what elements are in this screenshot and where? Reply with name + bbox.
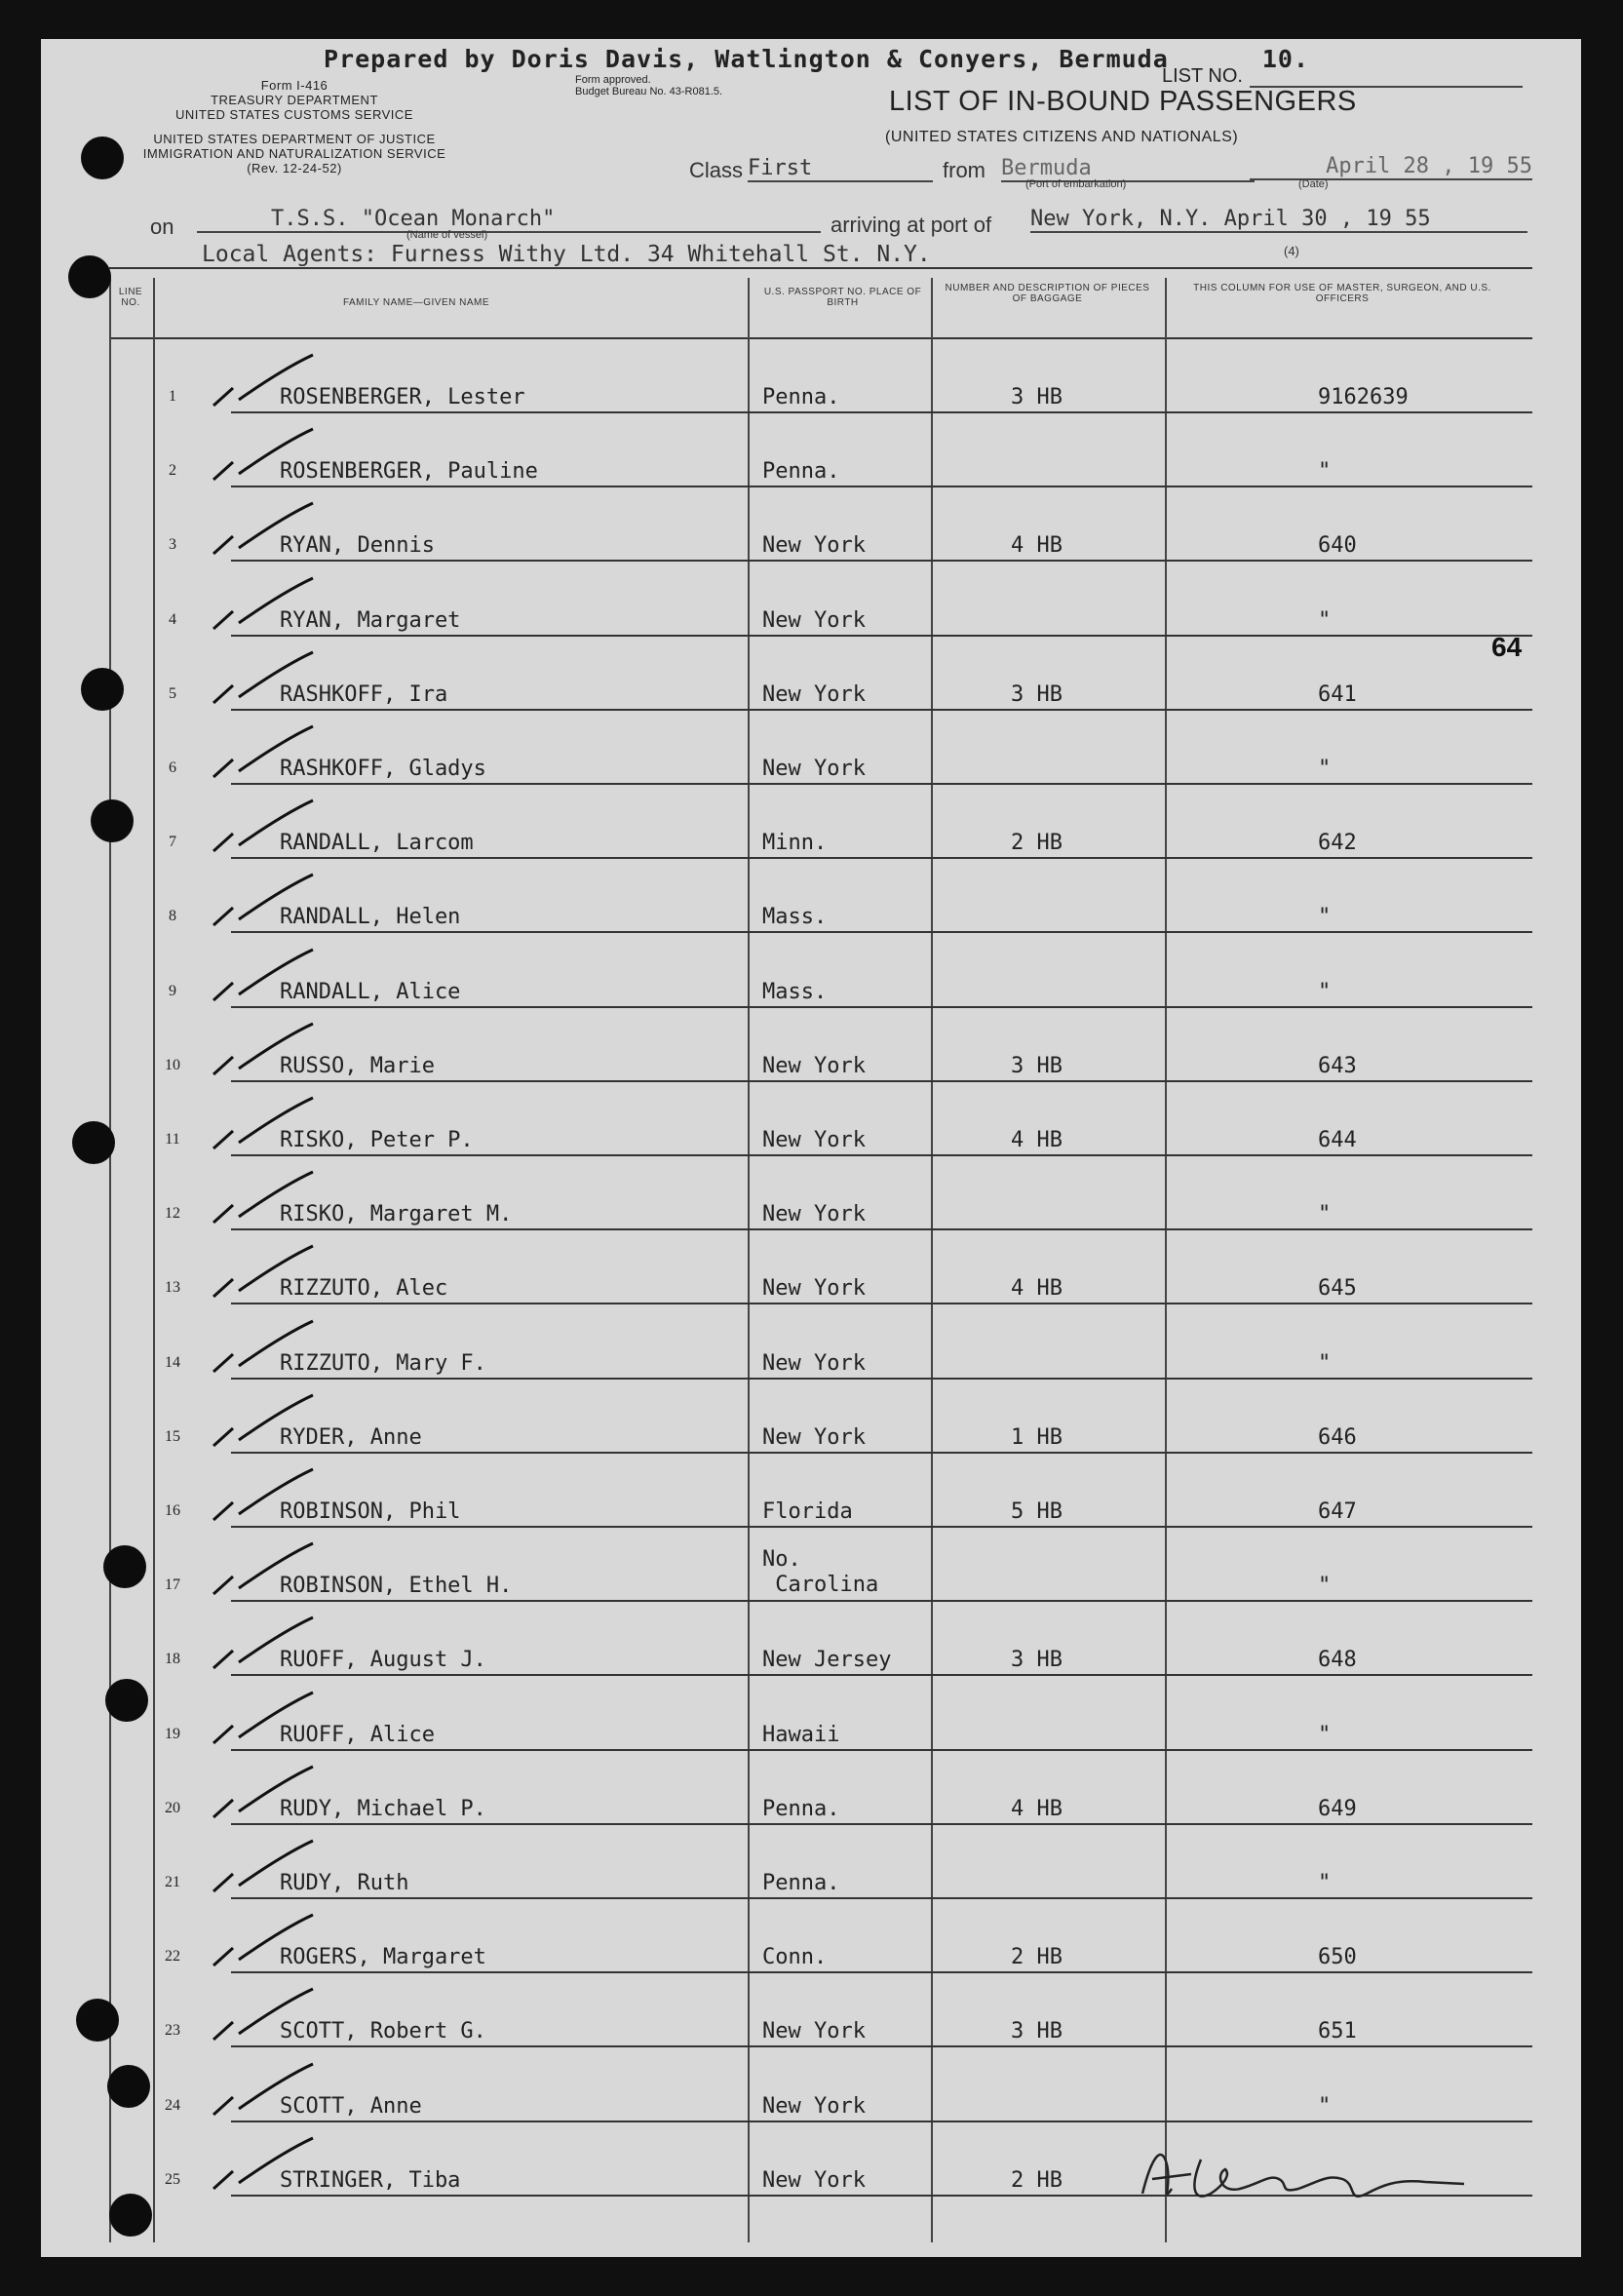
line-number: 23 xyxy=(165,2022,180,2040)
header-rule xyxy=(109,267,1532,269)
line-number: 25 xyxy=(165,2170,180,2188)
birth-place: New York xyxy=(762,2093,866,2119)
col-name: FAMILY NAME—GIVEN NAME xyxy=(342,297,490,308)
table-row xyxy=(153,637,1532,711)
baggage-count: 3 HB xyxy=(1011,2019,1063,2044)
check-mark xyxy=(210,349,319,411)
baggage-count: 2 HB xyxy=(1011,831,1063,856)
line-number: 4 xyxy=(169,610,176,628)
official-number: " xyxy=(1318,905,1332,930)
check-mark xyxy=(210,1018,319,1080)
line-number: 11 xyxy=(165,1131,180,1148)
line-number: 19 xyxy=(165,1725,180,1742)
prepared-by-line: Prepared by Doris Davis, Watlington & Conyers, Bermuda 10. xyxy=(324,45,1309,73)
official-number: 646 xyxy=(1318,1424,1357,1450)
passenger-name: ROSENBERGER, Pauline xyxy=(280,459,538,485)
line-number: 22 xyxy=(165,1948,180,1965)
table-row xyxy=(153,1973,1532,2047)
official-number: " xyxy=(1318,979,1332,1004)
immigration-service: IMMIGRATION AND NATURALIZATION SERVICE xyxy=(142,146,446,161)
date-note: (Date) xyxy=(1298,178,1329,190)
official-number: 648 xyxy=(1318,1648,1357,1673)
form-subtitle: (UNITED STATES CITIZENS AND NATIONALS) xyxy=(885,129,1239,145)
check-mark xyxy=(210,1537,319,1600)
form-agency-block xyxy=(80,78,509,175)
table-row xyxy=(153,1825,1532,1899)
passenger-name: SCOTT, Anne xyxy=(280,2093,422,2119)
passenger-name: ROGERS, Margaret xyxy=(280,1945,486,1970)
binder-hole xyxy=(76,1999,119,2042)
passenger-name: ROBINSON, Ethel H. xyxy=(280,1574,513,1599)
passenger-name: SCOTT, Robert G. xyxy=(280,2019,486,2044)
official-number: " xyxy=(1318,459,1332,485)
birth-place: New York xyxy=(762,1276,866,1302)
passenger-name: RANDALL, Alice xyxy=(280,979,461,1004)
birth-place: Penna. xyxy=(762,1796,840,1821)
col-officials: THIS COLUMN FOR USE OF MASTER, SURGEON, AND U.S. OFFICERS xyxy=(1193,283,1491,304)
check-mark xyxy=(210,2132,319,2195)
line-number: 14 xyxy=(165,1353,180,1371)
official-number: 649 xyxy=(1318,1796,1357,1821)
col-line-no: LINE NO. xyxy=(118,287,143,308)
baggage-count: 2 HB xyxy=(1011,2167,1063,2193)
baggage-count: 3 HB xyxy=(1011,1648,1063,1673)
birth-place: New York xyxy=(762,533,866,559)
birth-place: Penna. xyxy=(762,459,840,485)
passenger-name: RISKO, Margaret M. xyxy=(280,1202,513,1227)
vessel-name: T.S.S. "Ocean Monarch" xyxy=(197,207,821,233)
table-row xyxy=(153,785,1532,859)
check-mark xyxy=(210,1166,319,1228)
local-agents: Local Agents: Furness Withy Ltd. 34 Whitehall St. N.Y. xyxy=(202,242,931,267)
table-row xyxy=(153,1454,1532,1528)
line-number: 8 xyxy=(169,908,176,925)
birth-place: New York xyxy=(762,2167,866,2193)
check-mark xyxy=(210,869,319,931)
line-number: 15 xyxy=(165,1427,180,1445)
table-row xyxy=(153,1230,1532,1304)
birth-place: New York xyxy=(762,681,866,707)
binder-hole xyxy=(103,1545,146,1588)
treasury-dept: TREASURY DEPARTMENT xyxy=(211,93,378,107)
official-number: 640 xyxy=(1318,533,1357,559)
table-row xyxy=(153,711,1532,785)
official-number: " xyxy=(1318,607,1332,633)
passenger-name: RANDALL, Helen xyxy=(280,905,461,930)
officer-signature xyxy=(1133,2135,1474,2213)
passenger-name: RASHKOFF, Gladys xyxy=(280,757,486,781)
arrival-port-date: New York, N.Y. April 30 , 19 55 xyxy=(1030,207,1527,233)
passenger-name: RUOFF, Alice xyxy=(280,1722,435,1747)
binder-hole xyxy=(81,668,124,711)
check-mark xyxy=(210,1612,319,1674)
from-value: Bermuda xyxy=(1001,156,1255,182)
justice-dept: UNITED STATES DEPARTMENT OF JUSTICE xyxy=(153,132,436,146)
check-mark xyxy=(210,720,319,783)
official-number: " xyxy=(1318,2093,1332,2119)
baggage-count: 4 HB xyxy=(1011,533,1063,559)
official-number: 643 xyxy=(1318,1053,1357,1078)
birth-place: Mass. xyxy=(762,905,828,930)
customs-service: UNITED STATES CUSTOMS SERVICE xyxy=(175,107,413,122)
form-title: LIST OF IN-BOUND PASSENGERS xyxy=(889,86,1357,117)
passenger-name: STRINGER, Tiba xyxy=(280,2167,461,2193)
baggage-count: 4 HB xyxy=(1011,1128,1063,1152)
line-number: 13 xyxy=(165,1279,180,1297)
check-mark xyxy=(210,1835,319,1897)
official-number: 645 xyxy=(1318,1276,1357,1302)
birth-place: Minn. xyxy=(762,831,828,856)
official-number: " xyxy=(1318,1574,1332,1599)
check-mark xyxy=(210,1983,319,2045)
binder-hole xyxy=(107,2065,150,2108)
table-row xyxy=(153,934,1532,1008)
binder-hole xyxy=(68,255,111,298)
line-number: 10 xyxy=(165,1056,180,1073)
table-row xyxy=(153,487,1532,562)
baggage-count: 5 HB xyxy=(1011,1499,1063,1524)
birth-place: New York xyxy=(762,2019,866,2044)
departure-date: April 28 , 19 55 xyxy=(1250,154,1532,180)
check-mark xyxy=(210,1761,319,1823)
passenger-name: RUDY, Ruth xyxy=(280,1871,409,1895)
passenger-name: RYDER, Anne xyxy=(280,1424,422,1450)
page-number: 10. xyxy=(1261,45,1309,73)
official-number: " xyxy=(1318,1350,1332,1376)
col-passport: U.S. PASSPORT NO. PLACE OF BIRTH xyxy=(763,287,922,308)
list-no-label: LIST NO. xyxy=(1162,65,1243,87)
baggage-count: 4 HB xyxy=(1011,1796,1063,1821)
passenger-name: RISKO, Peter P. xyxy=(280,1128,474,1152)
table-row xyxy=(153,1082,1532,1156)
binder-hole xyxy=(72,1121,115,1164)
birth-place: New York xyxy=(762,1202,866,1227)
passenger-manifest-page xyxy=(41,39,1581,2257)
port-note: (Port of embarkation) xyxy=(1025,178,1127,190)
check-mark xyxy=(210,1315,319,1378)
official-number: 641 xyxy=(1318,681,1357,707)
line-number: 6 xyxy=(169,759,176,776)
table-left-border xyxy=(109,278,111,2242)
birth-place: Penna. xyxy=(762,1871,840,1895)
birth-place: New Jersey xyxy=(762,1648,892,1673)
line-number: 18 xyxy=(165,1651,180,1668)
passenger-name: RANDALL, Larcom xyxy=(280,831,474,856)
check-mark xyxy=(210,572,319,635)
official-number: " xyxy=(1318,1202,1332,1227)
check-mark xyxy=(210,944,319,1006)
baggage-count: 4 HB xyxy=(1011,1276,1063,1302)
check-mark xyxy=(210,646,319,709)
line-number: 12 xyxy=(165,1205,180,1223)
check-mark xyxy=(210,1092,319,1154)
official-number: 651 xyxy=(1318,2019,1357,2044)
table-row xyxy=(153,1602,1532,1676)
official-number: 647 xyxy=(1318,1499,1357,1524)
col-baggage: NUMBER AND DESCRIPTION OF PIECES OF BAGGAGE xyxy=(945,283,1150,304)
passenger-name: RYAN, Dennis xyxy=(280,533,435,559)
line-number: 16 xyxy=(165,1502,180,1519)
birth-place: New York xyxy=(762,1128,866,1152)
table-row xyxy=(153,339,1532,413)
check-mark xyxy=(210,1687,319,1749)
check-mark xyxy=(210,1463,319,1526)
check-mark xyxy=(210,1240,319,1303)
budget-note: Form approved. Budget Bureau No. 43-R081.5. xyxy=(575,74,723,97)
vessel-note: (Name of vessel) xyxy=(406,229,488,241)
line-number: 5 xyxy=(169,684,176,702)
line-number: 20 xyxy=(165,1799,180,1816)
baggage-count: 3 HB xyxy=(1011,681,1063,707)
birth-place: Florida xyxy=(762,1499,853,1524)
birth-place: Mass. xyxy=(762,979,828,1004)
check-mark xyxy=(210,423,319,486)
on-label: on xyxy=(150,214,174,239)
baggage-count: 3 HB xyxy=(1011,385,1063,409)
birth-place: Conn. xyxy=(762,1945,828,1970)
code-note: (4) xyxy=(1284,244,1299,258)
birth-place: New York xyxy=(762,1424,866,1450)
passenger-name: ROBINSON, Phil xyxy=(280,1499,461,1524)
passenger-name: RUOFF, August J. xyxy=(280,1648,486,1673)
birth-place: No. Carolina xyxy=(762,1547,879,1598)
passenger-name: RASHKOFF, Ira xyxy=(280,681,448,707)
revision-date: (Rev. 12-24-52) xyxy=(247,161,342,175)
table-row xyxy=(153,1899,1532,1973)
passenger-name: RUSSO, Marie xyxy=(280,1053,435,1078)
check-mark xyxy=(210,795,319,857)
passenger-name: RYAN, Margaret xyxy=(280,607,461,633)
check-mark xyxy=(210,497,319,560)
official-number: 9162639 xyxy=(1318,385,1409,409)
line-number: 2 xyxy=(169,462,176,480)
passenger-name: RIZZUTO, Mary F. xyxy=(280,1350,486,1376)
line-number: 24 xyxy=(165,2096,180,2114)
birth-place: New York xyxy=(762,757,866,781)
line-number: 9 xyxy=(169,982,176,999)
table-row xyxy=(153,1305,1532,1380)
line-number: 7 xyxy=(169,834,176,851)
table-row xyxy=(153,563,1532,637)
line-number: 1 xyxy=(169,388,176,405)
binder-hole xyxy=(105,1679,148,1722)
official-number: " xyxy=(1318,1722,1332,1747)
birth-place: Hawaii xyxy=(762,1722,840,1747)
passenger-name: RIZZUTO, Alec xyxy=(280,1276,448,1302)
line-number: 21 xyxy=(165,1874,180,1890)
birth-place: New York xyxy=(762,1053,866,1078)
birth-place: New York xyxy=(762,1350,866,1376)
birth-place: New York xyxy=(762,607,866,633)
official-number: " xyxy=(1318,757,1332,781)
check-mark xyxy=(210,2058,319,2121)
official-number: " xyxy=(1318,1871,1332,1895)
table-row xyxy=(153,1156,1532,1230)
line-number: 3 xyxy=(169,536,176,554)
check-mark xyxy=(210,1389,319,1452)
birth-place: Penna. xyxy=(762,385,840,409)
binder-hole xyxy=(109,2194,152,2237)
baggage-count: 1 HB xyxy=(1011,1424,1063,1450)
passenger-name: ROSENBERGER, Lester xyxy=(280,385,525,409)
margin-note: 64 xyxy=(1491,632,1523,662)
official-number: 650 xyxy=(1318,1945,1357,1970)
line-number: 17 xyxy=(165,1576,180,1594)
baggage-count: 3 HB xyxy=(1011,1053,1063,1078)
table-row xyxy=(153,413,1532,487)
table-row xyxy=(153,2048,1532,2122)
check-mark xyxy=(210,1909,319,1971)
arriving-label: arriving at port of xyxy=(831,213,992,237)
passenger-name: RUDY, Michael P. xyxy=(280,1796,486,1821)
table-row xyxy=(153,1380,1532,1454)
table-row xyxy=(153,1008,1532,1082)
table-row xyxy=(153,859,1532,933)
binder-hole xyxy=(81,136,124,179)
class-value: First xyxy=(748,156,933,182)
from-label: from xyxy=(943,158,985,182)
form-number: Form I-416 xyxy=(260,78,328,93)
table-row xyxy=(153,1677,1532,1751)
table-row xyxy=(153,1751,1532,1825)
official-number: 642 xyxy=(1318,831,1357,856)
official-number: 644 xyxy=(1318,1128,1357,1152)
baggage-count: 2 HB xyxy=(1011,1945,1063,1970)
table-row xyxy=(153,1528,1532,1602)
binder-hole xyxy=(91,799,134,842)
class-label: Class xyxy=(689,158,744,182)
